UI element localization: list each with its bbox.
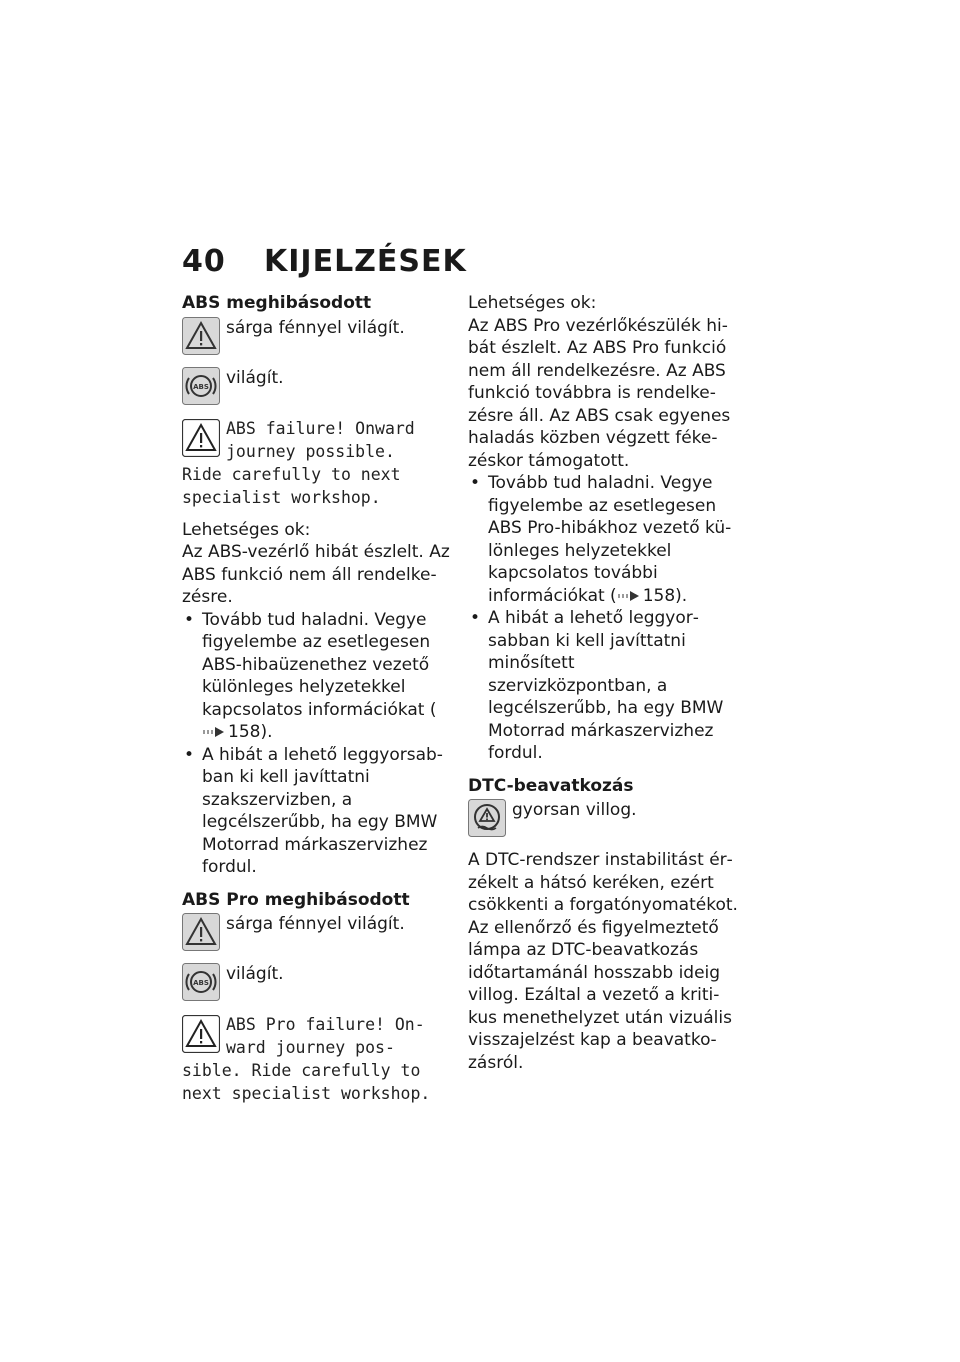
svg-text:ABS: ABS — [193, 979, 209, 987]
page-header — [182, 244, 467, 279]
abs-cause-label: Lehetséges ok: — [182, 519, 311, 540]
abs-warning-row — [182, 317, 450, 355]
abs-lamp-text: világít. — [226, 367, 284, 388]
left-column — [182, 292, 450, 1105]
abs-pro-message-line1: ABS Pro failure! On- — [226, 1015, 425, 1034]
page-number: 40 — [182, 244, 226, 279]
list-item — [468, 472, 740, 607]
reference-arrow-icon — [617, 590, 643, 602]
abs-pro-warning-text: sárga fénnyel világít. — [226, 914, 405, 934]
abs-pro-cause-text: Az ABS Pro vezérlőkészülék hibát észlelt. Az ABS Pro funkció nem áll rendelkezésre. Az ABS funkció továbbra is rendelkezésre áll. Az ABS csak egyenes haladás közben végzett fékezéskor támogatott. — [468, 315, 731, 471]
page-reference-number: 158). — [642, 585, 688, 606]
list-item: • A hibát a lehető leggyorsabban ki kell javíttatni szakszervizben, a legcélszerűbb, ha egy BMW Motorrad márkaszervizhez fordul. — [182, 744, 450, 879]
abs-pro-warning-row — [182, 913, 450, 951]
abs-warning-text: sárga fénnyel világít. — [226, 317, 405, 338]
warning-triangle-outline-icon — [182, 1015, 220, 1053]
abs-failure-message-line1: ABS failure! Onward — [226, 418, 415, 438]
dtc-lamp-text: gyorsan villog. — [512, 800, 637, 820]
section-title-abs-failure: ABS meghibásodott — [182, 293, 372, 313]
page-reference[interactable] — [202, 722, 272, 742]
section-title-dtc: DTC-beavatkozás — [468, 775, 634, 796]
dtc-lamp-row — [468, 799, 740, 837]
list-item — [182, 609, 450, 744]
abs-lamp-icon — [182, 367, 220, 405]
abs-pro-bullets — [468, 472, 740, 765]
abs-cause-text: Az ABS-vezérlő hibát észlelt. Az ABS funkció nem áll rendelkezésre. — [182, 542, 450, 607]
dtc-description: A DTC-rendszer instabilitást érzékelt a hátsó keréken, ezért csökkenti a forgatónyomatékot. Az ellenőrző és figyelmeztető lámpa az DTC-beavatkozás időtartamánál hosszabb ideig villog. Ezáltal a vezető a kritikus menethelyzet után vizuális visszajelzést kap a beavatkozásról. — [468, 850, 738, 1073]
abs-pro-message-line3: sible. Ride carefully to next specialist workshop. — [182, 1061, 431, 1103]
warning-triangle-outline-icon — [182, 419, 220, 457]
abs-pro-bullet1-text: Tovább tud haladni. Vegye figyelembe az esetlegesen ABS Pro-hibákhoz vezető különleges helyzetekkel kapcsolatos további információkat ( — [488, 473, 732, 606]
page-reference-number: 158). — [228, 722, 273, 742]
abs-lamp-row — [182, 367, 450, 405]
abs-pro-lamp-row — [182, 963, 450, 1001]
section-title-abs-pro-failure: ABS Pro meghibásodott — [182, 889, 410, 910]
abs-pro-message-line2: ward journey pos- — [226, 1038, 395, 1057]
abs-pro-cause-label: Lehetséges ok: — [468, 293, 597, 313]
page-reference[interactable] — [617, 586, 687, 606]
abs-failure-message-line2: journey possible. — [226, 441, 395, 461]
abs-pro-lamp-text: világít. — [226, 964, 284, 984]
right-column — [468, 292, 740, 1074]
abs-bullets — [182, 609, 450, 879]
abs-lamp-icon — [182, 963, 220, 1001]
abs-pro-failure-message — [182, 1013, 450, 1105]
svg-text:ABS: ABS — [193, 382, 209, 391]
reference-arrow-icon — [202, 726, 228, 738]
warning-triangle-icon — [182, 317, 220, 355]
page-title: KIJELZÉSEK — [264, 244, 467, 279]
abs-bullet1-text: Tovább tud haladni. Vegye figyelembe az esetlegesen ABS-hibaüzenethez vezető különleges helyzetekkel kapcsolatos információkat ( — [202, 609, 437, 720]
abs-failure-message-line3: Ride carefully to next specialist workshop. — [182, 464, 401, 507]
dtc-lamp-icon — [468, 799, 506, 837]
abs-failure-message — [182, 417, 450, 509]
warning-triangle-icon — [182, 913, 220, 951]
list-item: • A hibát a lehető leggyorsabban ki kell javíttatni minősített szervizközpontban, a legcélszerűbb, ha egy BMW Motorrad márkaszervizhez fordul. — [468, 607, 740, 765]
